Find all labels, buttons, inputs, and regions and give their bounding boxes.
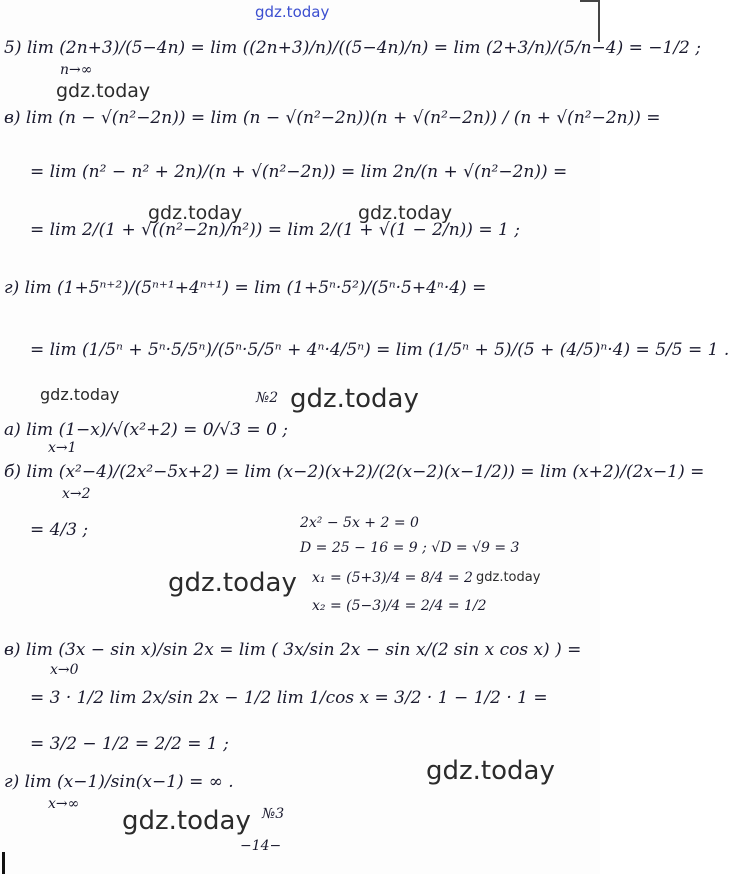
solution-line-b-2: = 4/3 ; [30,520,89,540]
quadratic-equation: 2x² − 5x + 2 = 0 [300,515,419,531]
solution-line-g-1: г) lim (1+5ⁿ⁺²)/(5ⁿ⁺¹+4ⁿ⁺¹) = lim (1+5ⁿ·5²)/(5ⁿ·5+4ⁿ·4) = [4,278,487,298]
watermark: gdz.today [148,202,243,224]
watermark: gdz.today [476,570,541,585]
limit-subscript: x→2 [62,486,91,502]
watermark: gdz.today [56,80,151,102]
task-number-2: №2 [256,390,279,406]
watermark: gdz.today [290,384,419,414]
page-corner-mark [580,0,600,42]
solution-line-gg: г) lim (x−1)/sin(x−1) = ∞ . [4,772,234,792]
root-x2: x₂ = (5−3)/4 = 2/4 = 1/2 [312,598,487,614]
solution-line-b-1: б) lim (x²−4)/(2x²−5x+2) = lim (x−2)(x+2)/(2(x−2)(x−1/2)) = lim (x+2)/(2x−1) = [4,462,705,482]
root-x1: x₁ = (5+3)/4 = 8/4 = 2 [312,570,473,586]
watermark: gdz.today [122,806,251,836]
solution-line-vv-2: = 3 · 1/2 lim 2x/sin 2x − 1/2 lim 1/cos x = 3/2 · 1 − 1/2 · 1 = [30,688,548,708]
solution-line-v-1: в) lim (n − √(n²−2n)) = lim (n − √(n²−2n))(n + √(n²−2n)) / (n + √(n²−2n)) = [4,108,661,128]
solution-line-5-main: 5) lim (2n+3)/(5−4n) = lim ((2n+3)/n)/((5−4n)/n) = lim (2+3/n)/(5/n−4) = −1/2 ; [4,38,701,58]
solution-line-vv-3: = 3/2 − 1/2 = 2/2 = 1 ; [30,734,229,754]
limit-subscript: x→0 [50,662,79,678]
solution-line-g-2: = lim (1/5ⁿ + 5ⁿ·5/5ⁿ)/(5ⁿ·5/5ⁿ + 4ⁿ·4/5ⁿ) = lim (1/5ⁿ + 5)/(5 + (4/5)ⁿ·4) = 5/5 = 1 . [30,340,729,360]
page-number: −14− [240,838,282,854]
watermark-top: gdz.today [255,3,330,21]
solution-line-vv-1: в) lim (3x − sin x)/sin 2x = lim ( 3x/sin 2x − sin x/(2 sin x cos x) ) = [4,640,582,660]
solution-line-v-2: = lim (n² − n² + 2n)/(n + √(n²−2n)) = lim 2n/(n + √(n²−2n)) = [30,162,568,182]
discriminant-line: D = 25 − 16 = 9 ; √D = √9 = 3 [300,540,520,556]
task-number-3: №3 [262,806,285,822]
solution-line-a: а) lim (1−x)/√(x²+2) = 0/√3 = 0 ; [4,420,289,440]
watermark: gdz.today [426,756,555,786]
limit-subscript: x→∞ [48,796,80,812]
limit-subscript: n→∞ [60,62,93,78]
watermark: gdz.today [168,568,297,598]
margin-mark [2,852,5,874]
limit-subscript: x→1 [48,440,77,456]
solution-line-v-3: = lim 2/(1 + √((n²−2n)/n²)) = lim 2/(1 + √(1 − 2/n)) = 1 ; [30,220,520,240]
watermark: gdz.today [40,385,120,404]
watermark: gdz.today [358,202,453,224]
